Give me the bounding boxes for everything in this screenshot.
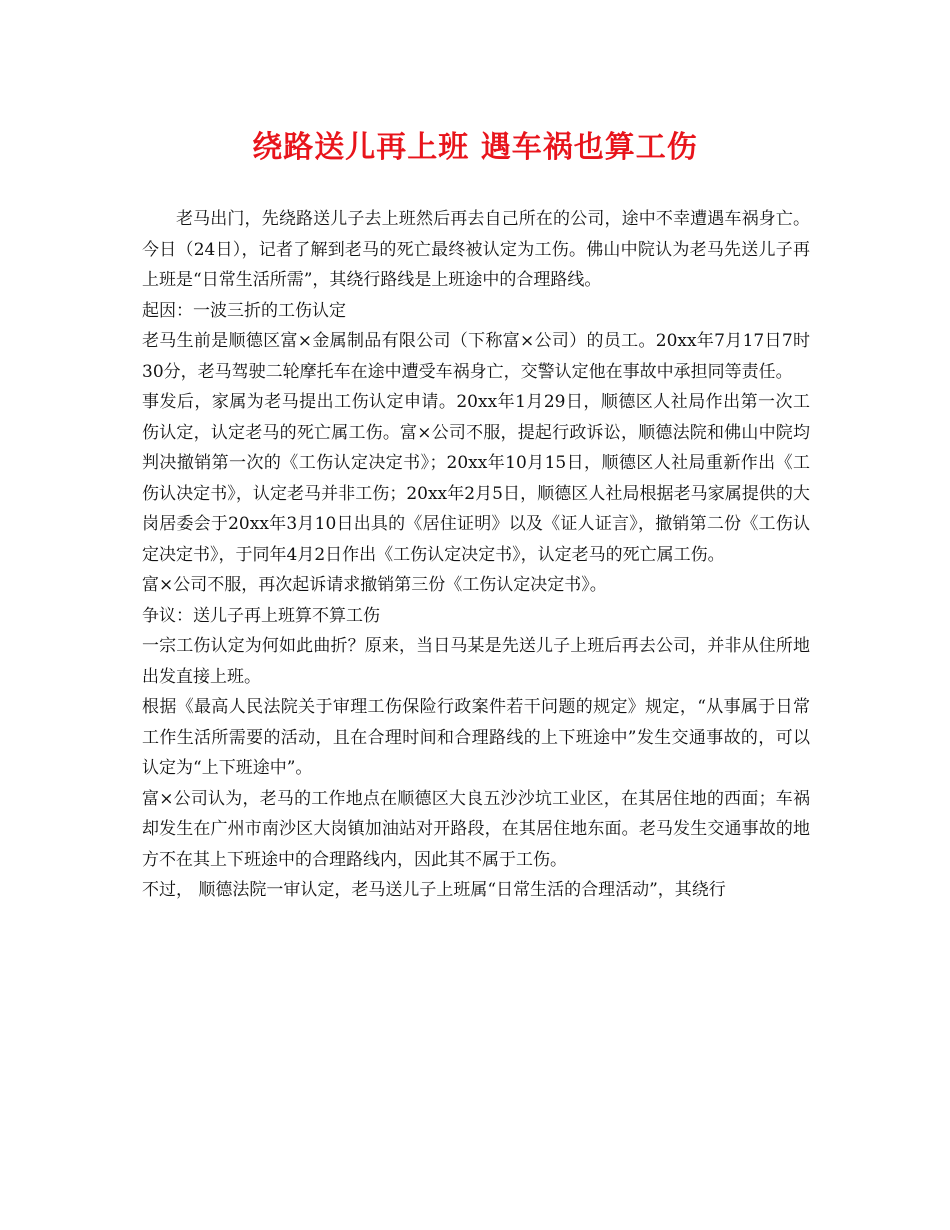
- paragraph-background: 老马生前是顺德区富×金属制品有限公司（下称富×公司）的员工。20xx年7月17日7时30分，老马驾驶二轮摩托车在途中遭受车祸身亡，交警认定他在事故中承担同等责任。: [142, 331, 810, 382]
- document-title: 绕路送儿再上班 遇车祸也算工伤: [252, 130, 698, 165]
- paragraph-company-view: 富×公司认为，老马的工作地点在顺德区大良五沙沙坑工业区，在其居住地的西面；车祸却发生在广州市南沙区大岗镇加油站对开路段，在其居住地东面。老马发生交通事故的地方不在其上下班途中的合理路线内，因此其不属于工伤。: [142, 788, 810, 870]
- paragraph-question: 一宗工伤认定为何如此曲折？原来，当日马某是先送儿子上班后再去公司，并非从住所地出发直接上班。: [142, 636, 810, 687]
- document-body: [142, 204, 810, 906]
- paragraph-court-view: 不过， 顺德法院一审认定，老马送儿子上班属“日常生活的合理活动”，其绕行: [142, 880, 726, 900]
- section-heading-dispute: 争议：送儿子再上班算不算工伤: [142, 605, 380, 626]
- paragraph-procedure: 事发后，家属为老马提出工伤认定申请。20xx年1月29日，顺德区人社局作出第一次工伤认定，认定老马的死亡属工伤。富×公司不服，提起行政诉讼，顺德法院和佛山中院均判决撤销第一次的《工伤认定决定书》；20xx年10月15日，顺德区人社局重新作出《工伤认决定书》，认定老马并非工伤；20xx年2月5日，顺德区人社局根据老马家属提供的大岗居委会于20xx年3月10日出具的《居住证明》以及《证人证言》，撤销第二份《工伤认定决定书》，于同年4月2日作出《工伤认定决定书》，认定老马的死亡属工伤。: [142, 392, 810, 565]
- paragraph-intro: 老马出门，先绕路送儿子去上班然后再去自己所在的公司，途中不幸遭遇车祸身亡。今日（24日），记者了解到老马的死亡最终被认定为工伤。佛山中院认为老马先送儿子再上班是“日常生活所需”，其绕行路线是上班途中的合理路线。: [142, 209, 810, 290]
- section-heading-cause: 起因：一波三折的工伤认定: [142, 300, 346, 321]
- paragraph-appeal: 富×公司不服，再次起诉请求撤销第三份《工伤认定决定书》。: [142, 575, 607, 595]
- paragraph-regulation: 根据《最高人民法院关于审理工伤保险行政案件若干问题的规定》规定，“从事属于日常工作生活所需要的活动，且在合理时间和合理路线的上下班途中”发生交通事故的，可以认定为“上下班途中”。: [142, 697, 810, 778]
